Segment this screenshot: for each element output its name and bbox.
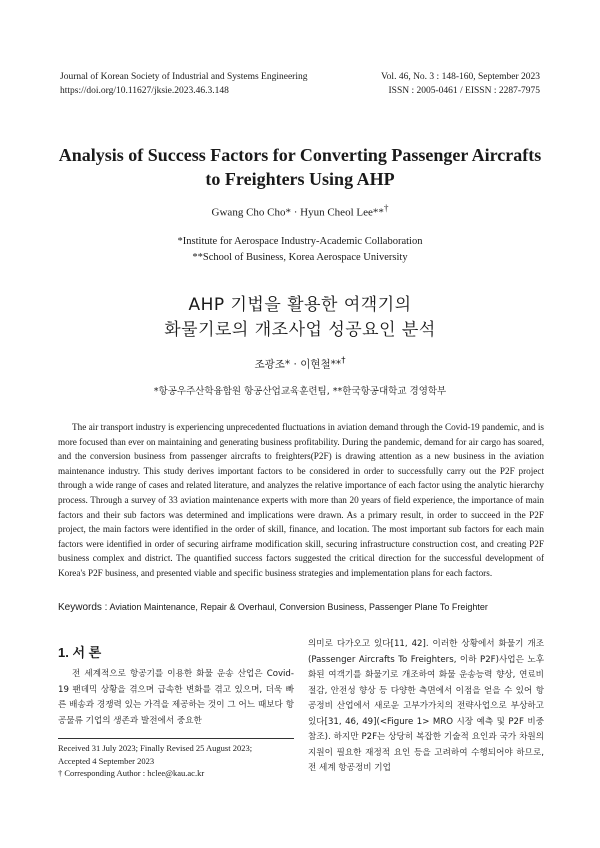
- footnotes: [58, 742, 298, 780]
- korean-title-line2: 화물기로의 개조사업 성공요인 분석: [164, 320, 436, 340]
- corresponding-author: † Corresponding Author : hclee@kau.ac.kr: [58, 768, 205, 778]
- keywords-label: Keywords :: [58, 602, 108, 613]
- footnote-divider: [58, 738, 294, 739]
- volume-info: Vol. 46, No. 3 : 148-160, September 2023: [381, 72, 540, 82]
- korean-affiliations: *항공우주산학융합원 항공산업교육훈련팀, **한국항공대학교 경영학부: [153, 386, 447, 397]
- section-title-introduction: 1. 서 론: [58, 645, 102, 660]
- keywords-text: Aviation Maintenance, Repair & Overhaul, Conversion Business, Passenger Plane To Freighter: [109, 602, 488, 612]
- issn-info: ISSN : 2005-0461 / EISSN : 2287-7975: [388, 86, 540, 96]
- journal-name: Journal of Korean Society of Industrial and Systems Engineering: [60, 72, 308, 82]
- introduction-left-column: 전 세계적으로 항공기를 이용한 화물 운송 산업은 Covid-19 팬데믹 상황을 겪으며 급속한 변화를 겪고 있으며, 더욱 빠른 배송과 경쟁력 있는 가격을 제공하는 것이 그 어느 때보다 항공물류 기업의 생존과 발전에서 중요한: [58, 669, 294, 726]
- corresponding-mark: †: [383, 203, 389, 213]
- received-date: Received 31 July 2023; Finally Revised 25 August 2023;: [58, 743, 253, 753]
- korean-title: [40, 293, 560, 343]
- english-authors: [0, 203, 600, 219]
- english-affiliations: [0, 234, 600, 266]
- abstract: The air transport industry is experiencing unprecedented fluctuations in aviation demand through the Covid-19 pandemic, and is more focused than ever on maintaining and generating business profitability. During the pandemic, demand for air cargo has soared, and the conversion business from passenger aircrafts to freighters(P2F) is drawing attention as a new business in the aviation maintenance industry. This study derives important factors to be considered in order to successfully carry out the P2F project through a wide range of cases and related literature, and analyzes the relative importance of each factor using the analytic hierarchy process. Through a survey of 33 aviation maintenance experts with more than 20 years of field experience, the importance of main factors and their sub factors was determined and implications were drawn. As a primary result, in order to succeed in the P2F project, the main factors were identified in the order of skill, finance, and location. The most important sub factors for each main factors were identified in order of securing airframe modification skill, securing infrastructure construction cost, and creating P2F business complex and district. The quantified success factors suggested the critical direction for the successful development of Korea's P2F business, and presented viable and specific business strategies and implementation plans for each factors.: [58, 422, 544, 578]
- korean-title-line1: AHP 기법을 활용한 여객기의: [188, 295, 412, 315]
- english-affiliation-1: *Institute for Aerospace Industry-Academic Collaboration: [177, 236, 423, 247]
- issue-header: [381, 70, 540, 98]
- korean-author-names: 조광조* · 이현철**: [254, 358, 342, 371]
- keywords: [58, 602, 544, 613]
- korean-authors: [0, 356, 600, 372]
- accepted-date: Accepted 4 September 2023: [58, 755, 155, 766]
- journal-header: [60, 70, 307, 98]
- english-author-names: Gwang Cho Cho* · Hyun Cheol Lee**: [211, 206, 384, 219]
- doi-link[interactable]: https://doi.org/10.11627/jksie.2023.46.3.148: [60, 86, 229, 96]
- english-title: [40, 143, 560, 191]
- introduction-right-column: 의미로 다가오고 있다[11, 42]. 이러한 상황에서 화물기 개조(Passenger Aircrafts To Freighters, 이하 P2F)사업은 노후화된 여객기를 화물기로 개조하여 화물 운송능력 향상, 연료비 절감, 안전성 향상 등 다양한 측면에서 이점을 얻을 수 있어 항공정비 산업에서 새로운 고부가가치의 전략사업으로 부상하고 있다[31, 46, 49](<Figure 1> MRO 시장 예측 및 P2F 비중 참조). 하지만 P2F는 상당히 복잡한 기술적 요인과 국가 차원의 지원이 필요한 재정적 요인 등을 고려하여 수행되어야 하므로, 전 세계 항공정비 기업: [308, 639, 544, 773]
- english-title-line1: Analysis of Success Factors for Converting Passenger Aircrafts: [58, 145, 542, 165]
- korean-corresponding-mark: †: [341, 356, 346, 366]
- english-title-line2: to Freighters Using AHP: [205, 169, 395, 189]
- english-affiliation-2: **School of Business, Korea Aerospace University: [192, 252, 408, 263]
